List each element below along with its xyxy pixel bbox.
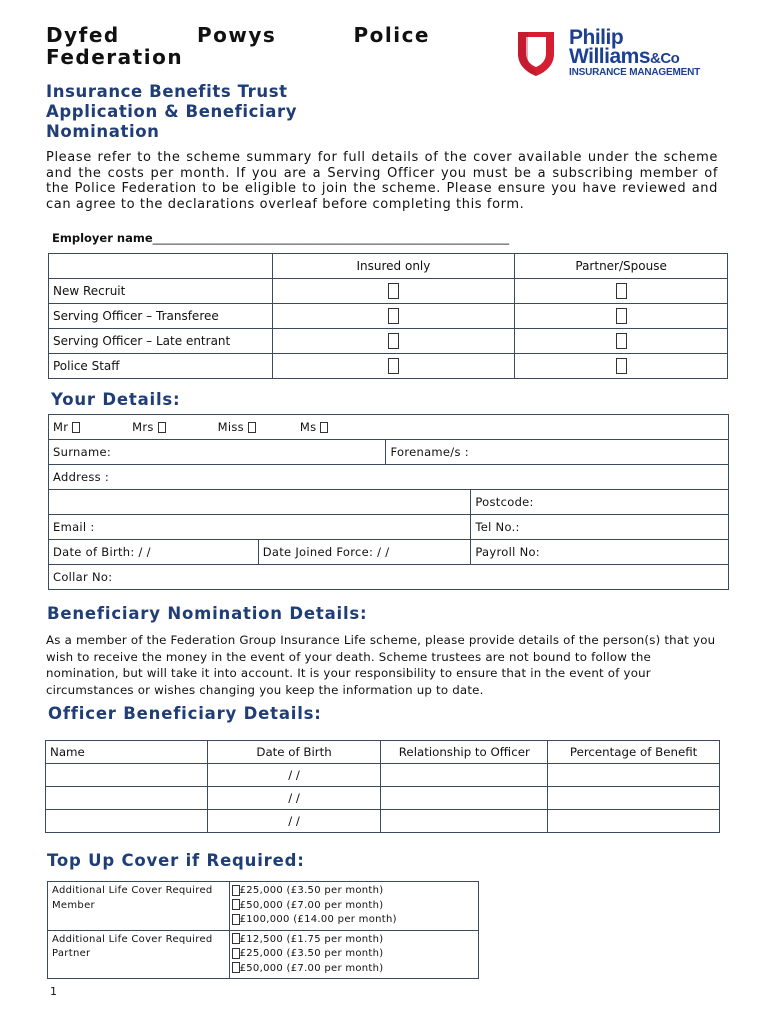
mr-checkbox[interactable] [72,422,80,433]
company-logo [514,28,714,80]
cover-type-label: Serving Officer – Late entrant [49,329,273,354]
table-row [49,440,729,465]
beneficiary-dob-input[interactable]: / / [207,810,381,833]
logo-name: Philip Williams&Co [569,26,680,68]
beneficiary-relationship-input[interactable] [381,764,548,787]
topup-partner-options [229,930,478,979]
topup-member-label: Additional Life Cover Required Member [48,882,230,931]
table-header-cell: Name [46,741,208,764]
partner-spouse-checkbox[interactable] [616,283,627,299]
beneficiary-percentage-input[interactable] [548,764,720,787]
your-details-heading: Your Details: [51,390,181,409]
topup-heading: Top Up Cover if Required: [47,851,305,870]
intro-paragraph: Please refer to the scheme summary for full details of the cover available under the scheme and the costs per month. If you are a Serving Officer you must be a subscribing member of the Police Federation to be eligible to join the scheme. Please ensure you have reviewed and can agree to the declarations overleaf before completing this form. [46,150,718,212]
cover-type-label: Serving Officer – Transferee [49,304,273,329]
officer-beneficiary-table [45,740,720,833]
address-field-line-2[interactable] [49,490,471,515]
table-row [49,415,729,440]
table-row [49,515,729,540]
topup-table [47,881,479,979]
topup-partner-label: Additional Life Cover Required Partner [48,930,230,979]
option-checkbox[interactable] [232,933,240,944]
email-field[interactable]: Email : [49,515,471,540]
officer-beneficiary-heading: Officer Beneficiary Details: [48,704,322,723]
insured-only-checkbox[interactable] [388,283,399,299]
table-row [49,540,729,565]
topup-option[interactable]: £12,500 (£1.75 per month) [232,933,476,948]
table-header-cell: Date of Birth [207,741,381,764]
table-row [46,764,720,787]
ms-checkbox[interactable] [320,422,328,433]
cover-type-table [48,253,728,379]
table-row [49,329,728,354]
postcode-field[interactable]: Postcode: [471,490,729,515]
table-row [49,465,729,490]
beneficiary-name-input[interactable] [46,764,208,787]
topup-option[interactable]: £25,000 (£3.50 per month) [232,884,476,899]
title-word: Dyfed [46,23,120,47]
table-row [48,882,479,931]
beneficiary-relationship-input[interactable] [381,787,548,810]
shield-logo-icon [514,28,558,78]
your-details-table [48,414,729,590]
table-header-cell: Partner/Spouse [515,254,728,279]
topup-option[interactable]: £100,000 (£14.00 per month) [232,913,476,928]
collar-field[interactable]: Collar No: [49,565,729,590]
beneficiary-percentage-input[interactable] [548,787,720,810]
beneficiary-dob-input[interactable]: / / [207,764,381,787]
partner-spouse-checkbox[interactable] [616,333,627,349]
topup-option[interactable]: £25,000 (£3.50 per month) [232,947,476,962]
title-word: Powys [196,23,277,47]
cover-type-label: New Recruit [49,279,273,304]
surname-field[interactable]: Surname: [49,440,386,465]
beneficiary-name-input[interactable] [46,810,208,833]
partner-spouse-checkbox[interactable] [616,358,627,374]
cover-type-label: Police Staff [49,354,273,379]
insured-only-checkbox[interactable] [388,308,399,324]
page-title [46,24,430,68]
topup-member-options [229,882,478,931]
topup-option[interactable]: £50,000 (£7.00 per month) [232,962,476,977]
table-header-cell: Relationship to Officer [381,741,548,764]
table-header-cell [49,254,273,279]
table-header-cell: Percentage of Benefit [548,741,720,764]
beneficiary-dob-input[interactable]: / / [207,787,381,810]
title-line-2: Federation [46,45,184,69]
option-checkbox[interactable] [232,885,240,896]
option-checkbox[interactable] [232,948,240,959]
beneficiary-heading: Beneficiary Nomination Details: [47,604,368,623]
payroll-field[interactable]: Payroll No: [471,540,729,565]
beneficiary-percentage-input[interactable] [548,810,720,833]
beneficiary-paragraph: As a member of the Federation Group Insurance Life scheme, please provide details of the person(s) that you wish to receive the money in the event of your death. Scheme trustees are not bound to follow the nomination, but will take it into account. It is your responsibility to ensure that in the event of your circumstances or wishes changing you keep the information up to date. [46,633,716,697]
table-row [49,565,729,590]
beneficiary-relationship-input[interactable] [381,810,548,833]
option-checkbox[interactable] [232,899,240,910]
form-subtitle: Insurance Benefits Trust Application & Beneficiary Nomination [46,82,298,141]
employer-name-field[interactable]: Employer name______________________________________________________________ [52,231,510,245]
beneficiary-name-input[interactable] [46,787,208,810]
title-word: Police [353,23,430,47]
option-checkbox[interactable] [232,962,240,973]
option-checkbox[interactable] [232,914,240,925]
table-header-cell: Insured only [272,254,515,279]
insured-only-checkbox[interactable] [388,333,399,349]
table-row [46,787,720,810]
address-field[interactable]: Address : [49,465,729,490]
page-number: 1 [50,985,57,998]
miss-checkbox[interactable] [248,422,256,433]
table-row [49,304,728,329]
table-row [49,279,728,304]
forename-field[interactable]: Forename/s : [386,440,729,465]
logo-tagline: INSURANCE MANAGEMENT [569,67,701,78]
date-of-birth-field[interactable]: Date of Birth: / / [49,540,259,565]
topup-option[interactable]: £50,000 (£7.00 per month) [232,899,476,914]
table-row [49,354,728,379]
date-joined-field[interactable]: Date Joined Force: / / [258,540,471,565]
mrs-checkbox[interactable] [158,422,166,433]
tel-field[interactable]: Tel No.: [471,515,729,540]
table-row [48,930,479,979]
insured-only-checkbox[interactable] [388,358,399,374]
partner-spouse-checkbox[interactable] [616,308,627,324]
table-row [49,490,729,515]
title-options: Mr Mrs Miss Ms [49,415,729,440]
table-row [46,810,720,833]
